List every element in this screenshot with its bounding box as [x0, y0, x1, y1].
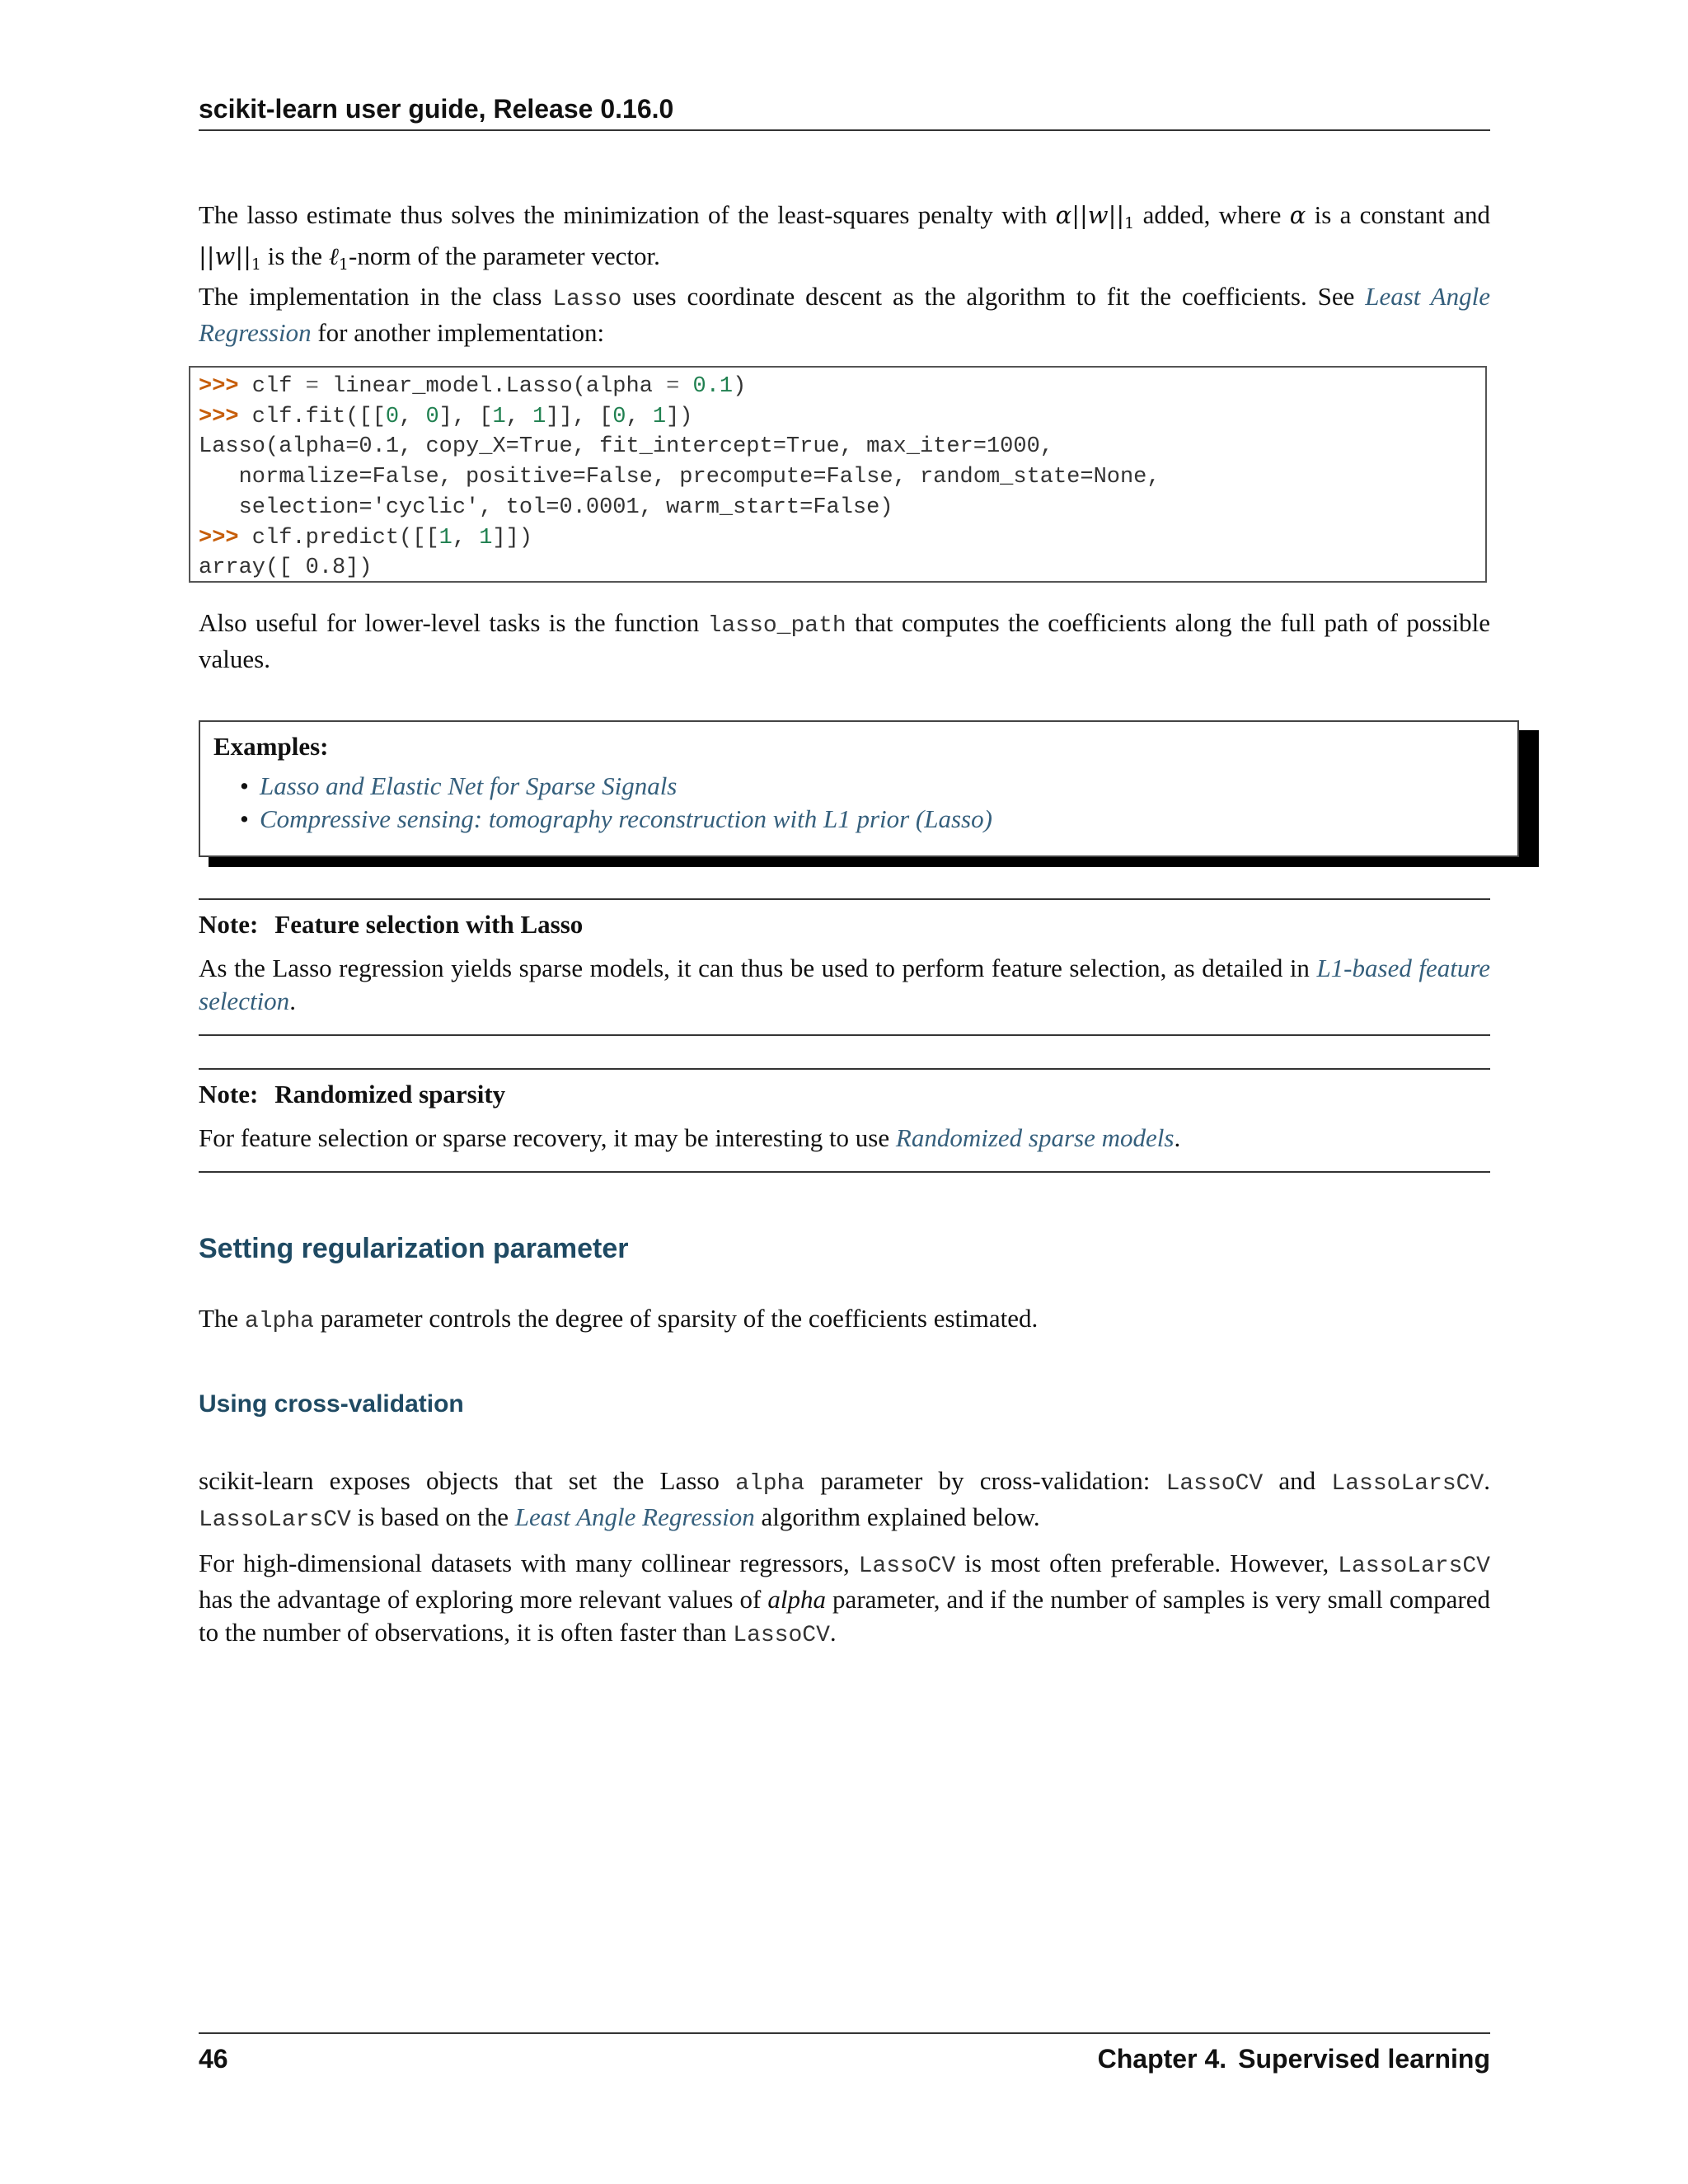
code-token: , — [505, 404, 533, 429]
subsection-heading: Using cross-validation — [199, 1390, 464, 1418]
emphasis-alpha: alpha — [767, 1585, 827, 1614]
code-lassocv: LassoCV — [858, 1554, 956, 1579]
lower-level-paragraph — [199, 607, 1490, 676]
code-token: clf — [238, 374, 306, 399]
cv-text: algorithm explained below. — [754, 1502, 1040, 1531]
intro-text-4: is the — [261, 241, 329, 270]
note-end: . — [1174, 1123, 1181, 1152]
note-label: Note: — [199, 910, 259, 939]
note-body: For feature selection or sparse recovery, it may be interesting to use — [199, 1123, 896, 1152]
code-number: 0 — [425, 404, 439, 429]
code-prompt: >>> — [199, 525, 239, 551]
bullet-icon: • — [240, 804, 249, 833]
math-ell-body: ℓ — [328, 242, 339, 270]
link-compressive-sensing[interactable]: Compressive sensing: tomography reconstruction with L1 prior (Lasso) — [260, 804, 992, 833]
math-subscript: 1 — [1124, 214, 1135, 232]
cv-text: . — [1484, 1466, 1490, 1495]
code-token: clf.fit([[ — [238, 404, 386, 429]
intro-text-1: The lasso estimate thus solves the minimization of the least-squares penalty with — [199, 200, 1056, 229]
note-heading: Randomized sparsity — [274, 1080, 506, 1108]
code-prompt: >>> — [199, 404, 239, 429]
code-lasso-path: lasso_path — [707, 613, 846, 639]
code-number: 1 — [492, 404, 506, 429]
intro-text-5: -norm of the parameter vector. — [349, 241, 660, 270]
note-label: Note: — [199, 1080, 259, 1108]
note-feature-selection-text — [199, 952, 1490, 1018]
math-subscript: 1 — [338, 255, 349, 274]
code-output-line: selection='cyclic', tol=0.0001, warm_start=False) — [199, 494, 893, 520]
note-rule-bottom — [199, 1034, 1490, 1036]
lower-text-2: that computes the coefficients along the full path of possible values. — [199, 608, 1491, 673]
cv-text: For high-dimensional datasets with many collinear regressors, — [199, 1549, 859, 1577]
cv-text: scikit-learn exposes objects that set the Lasso — [199, 1466, 736, 1495]
note-heading: Feature selection with Lasso — [274, 910, 584, 939]
code-number: 0.1 — [679, 374, 734, 399]
code-token: linear_model.Lasso(alpha — [318, 374, 667, 399]
intro-text-3: is a constant and — [1306, 200, 1491, 229]
code-lassocv: LassoCV — [733, 1623, 830, 1648]
code-token: ) — [733, 374, 747, 399]
code-prompt: >>> — [199, 374, 239, 399]
math-norm-body: ||w|| — [199, 242, 251, 270]
running-footer — [199, 2032, 1490, 2075]
alpha-text-2: parameter controls the degree of sparsity of the coefficients estimated. — [313, 1304, 1039, 1333]
code-block — [189, 366, 1487, 583]
alpha-text-1: The — [199, 1304, 245, 1333]
note-feature-selection-title — [199, 908, 583, 941]
chapter-title: Supervised learning — [1238, 2044, 1490, 2074]
code-number: 1 — [438, 525, 452, 551]
implementation-paragraph — [199, 280, 1490, 349]
code-token: clf.predict([[ — [238, 525, 439, 551]
code-number: 1 — [479, 525, 493, 551]
cv-text: parameter, and if the number of samples is very small compared to the number of observations, it is often faster than — [199, 1585, 1490, 1647]
cv-text: is based on the — [350, 1502, 515, 1531]
examples-box — [199, 720, 1519, 857]
code-token: ]]) — [492, 525, 533, 551]
code-number: 0 — [385, 404, 400, 429]
cv-text: and — [1263, 1466, 1332, 1495]
section-heading: Setting regularization parameter — [199, 1233, 629, 1264]
code-alpha: alpha — [244, 1309, 314, 1334]
cv-paragraph-1 — [199, 1465, 1490, 1537]
cv-text: is most often preferable. However, — [955, 1549, 1339, 1577]
chapter-label — [1098, 2042, 1490, 2075]
example-item — [213, 803, 1504, 836]
code-token: , — [399, 404, 426, 429]
link-least-angle-regression[interactable]: Least Angle Regression — [199, 282, 1490, 347]
note-rule-top — [199, 898, 1490, 900]
code-number: 1 — [532, 404, 546, 429]
code-output-line: Lasso(alpha=0.1, copy_X=True, fit_intercept=True, max_iter=1000, — [199, 434, 1053, 460]
intro-paragraph — [199, 199, 1490, 281]
link-least-angle-regression[interactable]: Least Angle Regression — [514, 1502, 755, 1531]
math-alpha-norm — [1055, 201, 1135, 232]
math-norm — [199, 242, 261, 274]
math-ell — [328, 242, 349, 274]
code-number: 0 — [612, 404, 626, 429]
note-rule-top — [199, 1068, 1490, 1070]
code-lassocv: LassoCV — [1165, 1471, 1264, 1497]
chapter-number: Chapter 4. — [1097, 2044, 1227, 2074]
code-number: 1 — [652, 404, 667, 429]
link-l1-based-feature-selection[interactable]: L1-based feature selection — [199, 954, 1490, 1015]
code-token: ], [ — [438, 404, 493, 429]
code-token: , — [626, 404, 653, 429]
example-item — [213, 770, 1504, 803]
impl-text-1: The implementation in the class — [199, 282, 553, 311]
page-number: 46 — [199, 2044, 228, 2074]
code-lasso: Lasso — [552, 287, 622, 312]
note-end: . — [289, 987, 296, 1015]
cv-paragraph-2 — [199, 1547, 1490, 1652]
alpha-paragraph — [199, 1302, 1490, 1338]
code-lassolarscv: LassoLarsCV — [199, 1507, 351, 1533]
note-randomized-sparsity-title — [199, 1078, 505, 1111]
note-rule-bottom — [199, 1171, 1490, 1173]
examples-title: Examples: — [213, 732, 329, 761]
cv-text: parameter by cross-validation: — [804, 1466, 1166, 1495]
code-operator: = — [305, 374, 319, 399]
code-lassolarscv: LassoLarsCV — [1331, 1471, 1484, 1497]
cv-text: has the advantage of exploring more relevant values of — [199, 1585, 768, 1614]
math-subscript: 1 — [251, 255, 261, 274]
code-alpha: alpha — [735, 1471, 805, 1497]
math-alpha-norm-body: α||w|| — [1055, 201, 1125, 229]
code-token: ]], [ — [546, 404, 613, 429]
running-header: scikit-learn user guide, Release 0.16.0 — [199, 92, 1490, 131]
cv-text: . — [829, 1618, 837, 1647]
math-alpha: α — [1289, 201, 1306, 229]
code-output-line: array([ 0.8]) — [199, 555, 373, 581]
code-output-line: normalize=False, positive=False, precompute=False, random_state=None, — [199, 465, 1160, 490]
lower-text-1: Also useful for lower-level tasks is the function — [199, 608, 708, 637]
code-token: , — [452, 525, 480, 551]
intro-text-2: added, where — [1134, 200, 1290, 229]
note-randomized-sparsity-text — [199, 1122, 1490, 1155]
code-lassolarscv: LassoLarsCV — [1338, 1554, 1490, 1579]
document-page — [199, 0, 1490, 2184]
link-lasso-elastic-net[interactable]: Lasso and Elastic Net for Sparse Signals — [260, 771, 678, 800]
code-operator: = — [666, 374, 680, 399]
impl-text-3: for another implementation: — [311, 318, 605, 347]
code-token: ]) — [666, 404, 693, 429]
impl-text-2: uses coordinate descent as the algorithm to fit the coefficients. See — [621, 282, 1366, 311]
link-randomized-sparse-models[interactable]: Randomized sparse models — [895, 1123, 1175, 1152]
bullet-icon: • — [240, 771, 249, 800]
note-body: As the Lasso regression yields sparse models, it can thus be used to perform feature selection, as detailed in — [199, 954, 1317, 982]
